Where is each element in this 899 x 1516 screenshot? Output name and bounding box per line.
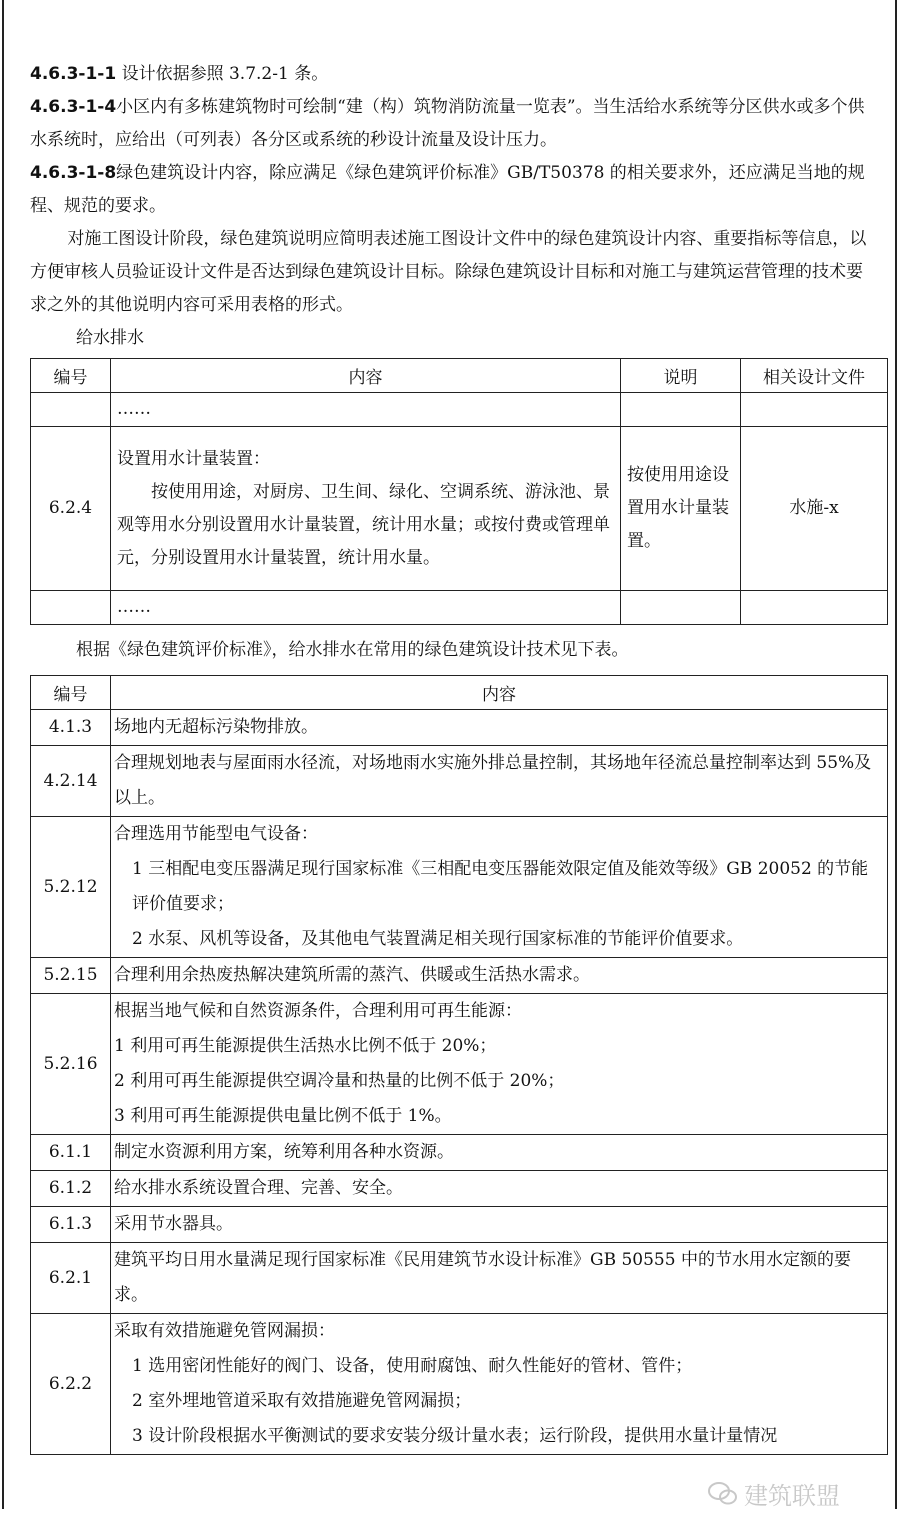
content-line: 2 室外埋地管道采取有效措施避免管网漏损； [132, 1391, 472, 1411]
content-line: 给水排水系统设置合理、完善、安全。 [114, 1178, 403, 1198]
content-line: 合理选用节能型电气设备： [114, 824, 318, 844]
row-code: 6.1.1 [31, 1135, 111, 1171]
content-line: 采用节水器具。 [114, 1214, 233, 1234]
document-body [30, 58, 870, 1455]
table-row [31, 1207, 888, 1243]
wechat-icon [708, 1481, 738, 1513]
content-line: 采取有效措施避免管网漏损： [114, 1321, 335, 1341]
content-line: 1 选用密闭性能好的阀门、设备，使用耐腐蚀、耐久性能好的管材、管件； [132, 1356, 693, 1376]
header-code: 编号 [31, 676, 111, 710]
header-content: 内容 [111, 676, 888, 710]
content-line: 3 设计阶段根据水平衡测试的要求安装分级计量水表；运行阶段，提供用水量计量情况 [132, 1426, 778, 1446]
row-code: 5.2.15 [31, 958, 111, 994]
table-row [31, 1314, 888, 1455]
design-table [30, 358, 888, 625]
row-content [111, 994, 888, 1135]
green-tech-table [30, 675, 888, 1455]
row-content [111, 1171, 888, 1207]
row-code: 6.1.2 [31, 1171, 111, 1207]
intro-paragraph: 对施工图设计阶段，绿色建筑说明应简明表述施工图设计文件中的绿色建筑设计内容、重要指标等信息，以方便审核人员验证设计文件是否达到绿色建筑设计目标。除绿色建筑设计目标和对施工与建筑运营管理的技术要求之外的其他说明内容可采用表格的形式。 [30, 229, 867, 315]
watermark: 建筑联盟 [708, 1476, 899, 1516]
row-content [111, 710, 888, 746]
table-caption: 根据《绿色建筑评价标准》，给水排水在常用的绿色建筑设计技术见下表。 [76, 640, 629, 660]
content-line: 2 水泵、风机等设备，及其他电气装置满足相关现行国家标准的节能评价值要求。 [132, 929, 744, 949]
content-line: 建筑平均日用水量满足现行国家标准《民用建筑节水设计标准》GB 50555 中的节水用水定额的要求。 [114, 1250, 851, 1305]
table-row [31, 746, 888, 817]
row-code: 6.2.1 [31, 1243, 111, 1314]
table-row [31, 817, 888, 958]
table-row: …… [31, 591, 888, 625]
table-header-row [31, 676, 888, 710]
table-row [31, 1171, 888, 1207]
table-row: 6.2.4 设置用水计量装置： 按使用用途，对厨房、卫生间、绿化、空调系统、游泳池、景观等用水分别设置用水计量装置，统计用水量；或按付费或管理单元，分别设置用水计量装置，统计用水量。 按使用用途设置用水计量装置。 水施-x [31, 427, 888, 591]
header-code: 编号 [31, 359, 111, 393]
header-content: 内容 [111, 359, 621, 393]
content-line: 2 利用可再生能源提供空调冷量和热量的比例不低于 20%； [114, 1071, 565, 1091]
clause-4-6-3-1-1: 4.6.3-1-1 设计依据参照 3.7.2-1 条。 [30, 64, 329, 84]
row-code: 6.2.2 [31, 1314, 111, 1455]
row-content [111, 958, 888, 994]
row-content [111, 1243, 888, 1314]
row-content [111, 817, 888, 958]
table-row [31, 1243, 888, 1314]
table-header-row [31, 359, 888, 393]
row-code: 5.2.12 [31, 817, 111, 958]
content-line: 合理规划地表与屋面雨水径流，对场地雨水实施外排总量控制，其场地年径流总量控制率达到 55%及以上。 [114, 753, 872, 808]
section-title: 给水排水 [76, 328, 144, 348]
row-content [111, 1207, 888, 1243]
row-code: 4.2.14 [31, 746, 111, 817]
content-line: 1 利用可再生能源提供生活热水比例不低于 20%； [114, 1036, 497, 1056]
table-row [31, 710, 888, 746]
row-content [111, 1135, 888, 1171]
row-code: 5.2.16 [31, 994, 111, 1135]
table-row [31, 994, 888, 1135]
content-line: 根据当地气候和自然资源条件，合理利用可再生能源： [114, 1001, 522, 1021]
content-line: 制定水资源利用方案，统筹利用各种水资源。 [114, 1142, 454, 1162]
row-content [111, 1314, 888, 1455]
row-content [111, 746, 888, 817]
table-row: …… [31, 393, 888, 427]
content-line: 合理利用余热废热解决建筑所需的蒸汽、供暖或生活热水需求。 [114, 965, 590, 985]
table-row [31, 958, 888, 994]
header-note: 说明 [621, 359, 741, 393]
table-row [31, 1135, 888, 1171]
row-code: 4.1.3 [31, 710, 111, 746]
header-file: 相关设计文件 [741, 359, 888, 393]
row-code: 6.1.3 [31, 1207, 111, 1243]
content-line: 场地内无超标污染物排放。 [114, 717, 318, 737]
clause-4-6-3-1-8: 4.6.3-1-8绿色建筑设计内容，除应满足《绿色建筑评价标准》GB/T50378 的相关要求外，还应满足当地的规程、规范的要求。 [30, 163, 865, 216]
content-line: 3 利用可再生能源提供电量比例不低于 1%。 [114, 1106, 452, 1126]
content-line: 1 三相配电变压器满足现行国家标准《三相配电变压器能效限定值及能效等级》GB 20052 的节能评价值要求； [132, 859, 869, 914]
clause-4-6-3-1-4: 4.6.3-1-4小区内有多栋建筑物时可绘制“建（构）筑物消防流量一览表”。当生活给水系统等分区供水或多个供水系统时，应给出（可列表）各分区或系统的秒设计流量及设计压力。 [30, 97, 865, 150]
